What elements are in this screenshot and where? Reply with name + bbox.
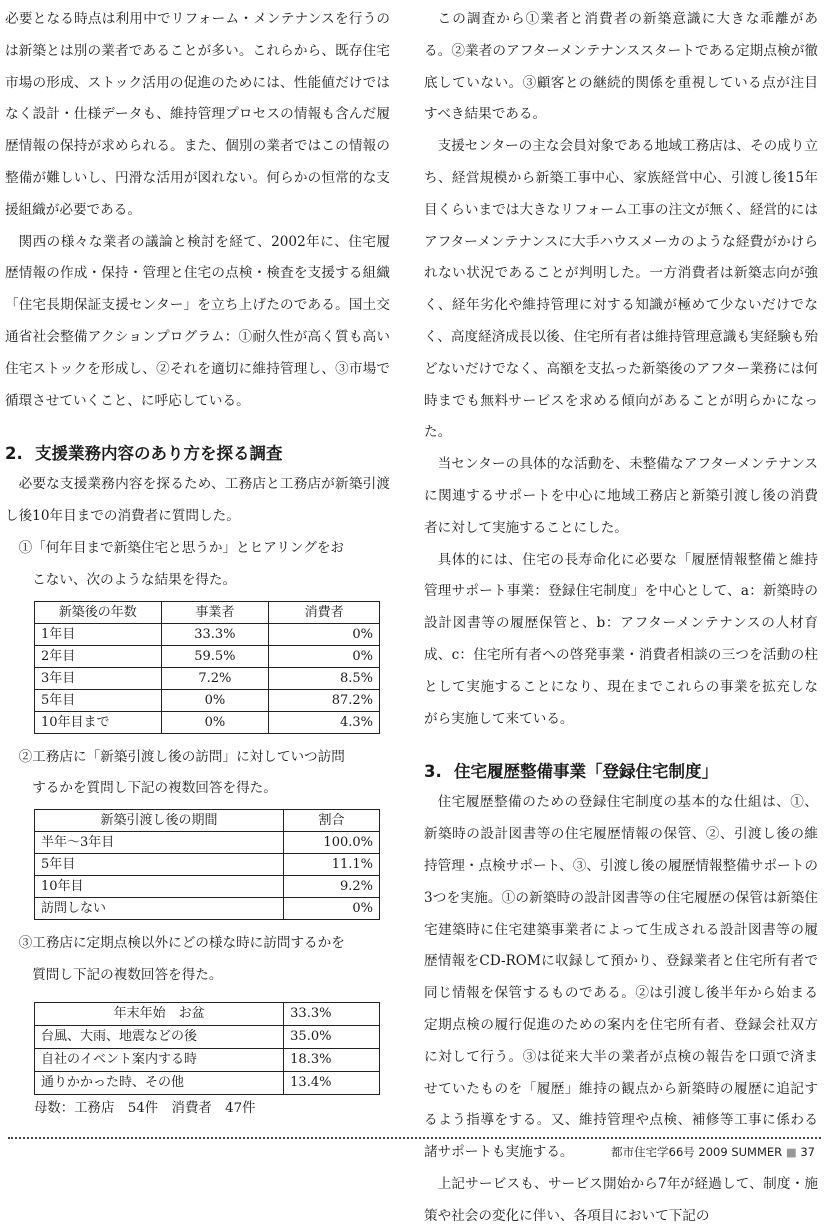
table-cell: 2年目: [35, 645, 162, 667]
table-cell: 100.0%: [284, 832, 380, 854]
journal-name: 都市住宅学: [611, 1145, 669, 1159]
table-row: [35, 832, 380, 854]
question-1: [5, 533, 390, 597]
left-column: [5, 4, 390, 1121]
table-header-row: [35, 601, 380, 623]
table-cell: 1年目: [35, 623, 162, 645]
footer-separator: ■: [785, 1145, 797, 1159]
table-cell: 33.3%: [161, 623, 269, 645]
left-paragraph-2: 関西の様々な業者の議論と検討を経て、2002年に、住宅履歴情報の作成・保持・管理と住宅の点検・検査を支援する組織「住宅長期保証支援センター」を立ち上げたのである。国土交通省社会整備アクションプログラム：①耐久性が高く質も高い住宅ストックを形成し、②それを適切に維持管理し、③市場で循環させていくこと、に呼応している。: [5, 233, 390, 409]
table-header-cell: 新築後の年数: [35, 601, 162, 623]
table-cell: 35.0%: [284, 1025, 380, 1048]
question-3-line-2: 質問し下記の複数回答を得た。: [32, 966, 223, 983]
table-cell: 0%: [161, 689, 269, 711]
section-3-paragraph-2: 上記サービスも、サービス開始から7年が経過して、制度・施策や社会の変化に伴い、各項目において下記の: [424, 1175, 818, 1224]
table-header-cell: 割合: [284, 810, 380, 832]
question-2: [5, 742, 390, 806]
table-row: [35, 667, 380, 689]
table-cell: 10年目: [35, 876, 284, 898]
table-cell: 訪問しない: [35, 898, 284, 920]
section-2-number: 2.: [5, 444, 23, 464]
footer-divider: [8, 1137, 821, 1139]
table-header-cell: 事業者: [161, 601, 269, 623]
right-column: [424, 4, 818, 1232]
question-2-line-2: するかを質問し下記の複数回答を得た。: [32, 780, 277, 797]
table-row: [35, 645, 380, 667]
table-cell: 台風、大雨、地震などの後: [35, 1025, 284, 1048]
right-paragraph-4: 具体的には、住宅の長寿命化に必要な「履歴情報整備と維持管理サポート事業：登録住宅制度」を中心として、a：新築時の設計図書等の履歴保管と、b：アフターメンテナンスの人材育成、c：住宅所有者への啓発事業・消費者相談の三つを活動の柱として実施することになり、現在までこれらの事業を拡充しながら実施して来ている。: [424, 551, 818, 727]
issue-season: 2009 SUMMER: [698, 1145, 783, 1159]
table-cell: 通りかかった時、その他: [35, 1071, 284, 1094]
section-2-heading: [5, 439, 390, 469]
table-row: [35, 689, 380, 711]
issue-number: 66号: [668, 1145, 695, 1159]
table-visit-occasions: [34, 1002, 380, 1095]
table-row: [35, 876, 380, 898]
right-paragraph-3: 当センターの具体的な活動を、未整備なアフターメンテナンスに関連するサポートを中心に地域工務店と新築引渡し後の消費者に対して実施することにした。: [424, 456, 818, 536]
table-cell: 7.2%: [161, 667, 269, 689]
table-cell: 半年～3年目: [35, 832, 284, 854]
table-visit-timing: [34, 809, 380, 920]
table-cell: 0%: [269, 623, 380, 645]
table-row: [35, 1002, 380, 1025]
sample-size-note: 母数：工務店 54件 消費者 47件: [34, 1100, 256, 1116]
section-2-intro: 必要な支援業務内容を探るため、工務店と工務店が新築引渡し後10年目までの消費者に質問した。: [5, 476, 390, 525]
section-3-paragraph-1: 住宅履歴整備のための登録住宅制度の基本的な仕組は、①、新築時の設計図書等の住宅履歴情報の保管、②、引渡し後の維持管理・点検サポート、③、引渡し後の履歴情報整備サポートの3つを実施。①の新築時の設計図書等の住宅履歴の保管は新築住宅建築時に住宅建築事業者によって生成される設計図書等の履歴情報をCD-ROMに収録して預かり、登録業者と住宅所有者で同じ情報を保管するものである。②は引渡し後半年から始まる定期点検の履行促進のための案内を住宅所有者、登録会社双方に対して行う。③は従来大半の業者が点検の報告を口頭で済ませていたものを「履歴」維持の観点から新築時の履歴に追記するよう指導をする。又、維持管理や点検、補修等工事に係わる諸サポートも実施する。: [424, 794, 818, 1161]
question-3: [5, 928, 390, 992]
table-cell: 5年目: [35, 689, 162, 711]
table-header-cell: 新築引渡し後の期間: [35, 810, 284, 832]
table-cell: 13.4%: [284, 1071, 380, 1094]
page-footer: [611, 1144, 815, 1160]
table-cell: 年末年始 お盆: [35, 1002, 284, 1025]
question-2-line-1: ②工務店に「新築引渡し後の訪問」に対していつ訪問: [18, 748, 345, 765]
table-cell: 5年目: [35, 854, 284, 876]
section-3-heading: [424, 757, 818, 787]
table-cell: 11.1%: [284, 854, 380, 876]
table-cell: 3年目: [35, 667, 162, 689]
table-cell: 自社のイベント案内する時: [35, 1048, 284, 1071]
table-row: [35, 1048, 380, 1071]
table-row: [35, 1071, 380, 1094]
page-number: 37: [800, 1145, 815, 1159]
table-cell: 10年目まで: [35, 711, 162, 733]
table-cell: 4.3%: [269, 711, 380, 733]
table-row: [35, 854, 380, 876]
table-cell: 18.3%: [284, 1048, 380, 1071]
table-header-cell: 消費者: [269, 601, 380, 623]
question-1-line-2: こない、次のような結果を得た。: [32, 571, 237, 588]
question-3-line-1: ③工務店に定期点検以外にどの様な時に訪問するかを: [18, 935, 345, 952]
section-3-number: 3.: [424, 762, 442, 782]
section-2-title: 支援業務内容のあり方を探る調査: [35, 444, 283, 464]
section-3-title: 住宅履歴整備事業「登録住宅制度」: [454, 762, 718, 782]
right-paragraph-2: 支援センターの主な会員対象である地域工務店は、その成り立ち、経営規模から新築工事中心、家族経営中心、引渡し後15年目くらいまでは大きなリフォーム工事の注文が無く、経営的にはアフターメンテナンスに大手ハウスメーカのような経費がかけられない状況であることが判明した。一方消費者は新築志向が強く、経年劣化や維持管理に対する知識が極めて少ないだけでなく、高度経済成長以後、住宅所有者は維持管理意識も実経験も殆どないだけでなく、高額を支払った新築後のアフター業務には何時までも無料サービスを求める傾向があることが明らかになった。: [424, 138, 818, 441]
table-years-new-house: [34, 601, 380, 734]
table-cell: 9.2%: [284, 876, 380, 898]
right-paragraph-1: この調査から①業者と消費者の新築意識に大きな乖離がある。②業者のアフターメンテナンススタートである定期点検が徹底していない。③顧客との継続的関係を重視している点が注目すべき結果である。: [424, 11, 818, 123]
table-cell: 0%: [284, 898, 380, 920]
table-cell: 0%: [269, 645, 380, 667]
table-row: [35, 623, 380, 645]
table-row: [35, 711, 380, 733]
table-cell: 33.3%: [284, 1002, 380, 1025]
left-paragraph-1: 必要となる時点は利用中でリフォーム・メンテナンスを行うのは新築とは別の業者であることが多い。これらから、既存住宅市場の形成、ストック活用の促進のためには、性能値だけではなく設計・仕様データも、維持管理プロセスの情報も含んだ履歴情報の保持が求められる。また、個別の業者ではこの情報の整備が難しいし、円滑な活用が図れない。何らかの恒常的な支援組織が必要である。: [5, 11, 390, 218]
table-row: [35, 898, 380, 920]
table-row: [35, 1025, 380, 1048]
table-header-row: [35, 810, 380, 832]
table-cell: 8.5%: [269, 667, 380, 689]
question-1-line-1: ①「何年目まで新築住宅と思うか」とヒアリングをお: [18, 539, 345, 556]
table-cell: 59.5%: [161, 645, 269, 667]
table-cell: 0%: [161, 711, 269, 733]
table-cell: 87.2%: [269, 689, 380, 711]
